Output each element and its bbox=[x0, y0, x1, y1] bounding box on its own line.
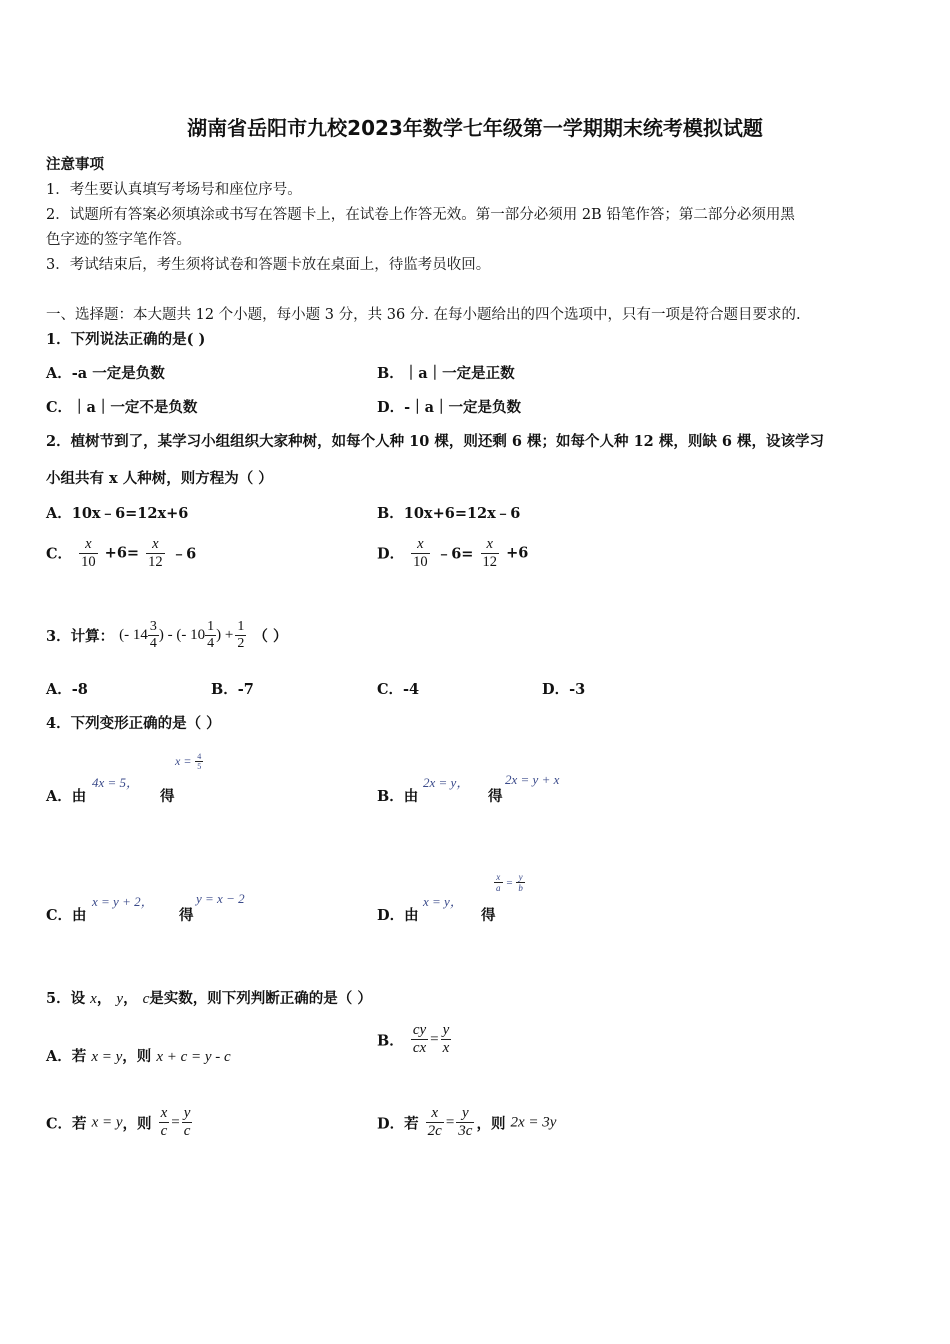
notice-item-2-cont: 色字迹的签字笔作答。 bbox=[46, 232, 191, 248]
page-title: 湖南省岳阳市九校2023年数学七年级第一学期期末统考模拟试题 bbox=[187, 116, 763, 140]
q3-frac-3 bbox=[235, 619, 246, 652]
q5-b-eq: = bbox=[430, 1031, 439, 1048]
q4-a-eq: 4x = 5， bbox=[92, 775, 140, 790]
frac-denominator: cx bbox=[412, 1040, 427, 1057]
q4-d-frac-2 bbox=[516, 872, 525, 894]
q2-c-mid: +6= bbox=[104, 544, 140, 562]
frac-numerator: x bbox=[146, 536, 165, 554]
q5-option-c bbox=[46, 1105, 194, 1141]
notice-item-3: 3．考试结束后，考生须将试卷和答题卡放在桌面上，待监考员收回。 bbox=[46, 257, 491, 273]
q4-a-label: A．由 bbox=[46, 788, 87, 805]
q2-stem-line1: 2．植树节到了，某学习小组组织大家种树，如每个人种 10 棵，则还剩 6 棵；如每个人种 12 棵，则缺 6 棵，设该学习 bbox=[46, 433, 825, 450]
q4-d-eq: x = y， bbox=[423, 894, 463, 909]
q4-b-result: 2x = y + x bbox=[505, 772, 560, 787]
q1-option-a: A．-a 一定是负数 bbox=[46, 365, 165, 382]
q2-c-frac-2 bbox=[146, 536, 165, 570]
q5-d-label: D．若 bbox=[377, 1115, 419, 1133]
q2-d-frac-1 bbox=[411, 536, 430, 570]
q4-b-label: B．由 bbox=[377, 788, 419, 805]
q3-label: 3．计算： bbox=[46, 628, 115, 646]
q3-option-c: C．-4 bbox=[377, 681, 420, 698]
q3-expr-a: (- 14 bbox=[119, 627, 148, 644]
q1-option-d: D．-｜a｜一定是负数 bbox=[377, 399, 521, 416]
frac-numerator: x bbox=[494, 872, 503, 883]
q4-a-result bbox=[175, 752, 203, 771]
q5-b-frac-1 bbox=[411, 1022, 428, 1058]
notice-item-2: 2．试题所有答案必须填涂或书写在答题卡上，在试卷上作答无效。第一部分必须用 2B 铅笔作答；第二部分必须用黑 bbox=[46, 207, 795, 223]
q3-option-a: A．-8 bbox=[46, 681, 88, 698]
q2-d-mid: ﹣6= bbox=[436, 545, 474, 563]
q2-c-label: C． bbox=[46, 545, 73, 563]
frac-denominator: 10 bbox=[81, 553, 96, 570]
q4-c-label: C．由 bbox=[46, 907, 87, 924]
q4-c-get: 得 bbox=[179, 907, 194, 924]
q4-c-result: y = x − 2 bbox=[196, 891, 245, 906]
q2-d-label: D． bbox=[377, 545, 405, 563]
notice-heading: 注意事项 bbox=[46, 156, 104, 173]
q5-stem bbox=[46, 987, 372, 1008]
q4-c-eq: x = y + 2， bbox=[92, 894, 154, 909]
frac-denominator: a bbox=[496, 883, 501, 894]
q3-paren: （ ） bbox=[253, 628, 288, 646]
q5-option-b bbox=[377, 1022, 453, 1058]
q2-d-frac-2 bbox=[481, 536, 500, 570]
q5-c-eq: = bbox=[171, 1114, 180, 1131]
frac-denominator: 2c bbox=[427, 1123, 442, 1140]
q3-option-d: D．-3 bbox=[542, 681, 586, 698]
frac-numerator: y bbox=[182, 1105, 193, 1123]
q3-expr-b: ) - (- 10 bbox=[158, 627, 206, 644]
q5-then: ，则 bbox=[122, 1115, 152, 1133]
q2-option-c bbox=[46, 536, 196, 570]
q5-c-frac-2 bbox=[182, 1105, 193, 1141]
frac-numerator: x bbox=[159, 1105, 170, 1123]
frac-denominator: 5 bbox=[197, 762, 202, 772]
q5-c-label: C．若 bbox=[46, 1115, 87, 1133]
q5-sep: ， bbox=[123, 990, 138, 1007]
frac-denominator: 12 bbox=[482, 553, 498, 570]
q5-then: ，则 bbox=[122, 1048, 152, 1065]
frac-denominator: x bbox=[442, 1040, 450, 1057]
q3-stem bbox=[46, 619, 287, 652]
q2-c-frac-1 bbox=[79, 536, 98, 570]
q5-var-y: y bbox=[116, 991, 124, 1007]
q5-b-frac-2 bbox=[441, 1022, 452, 1058]
frac-numerator: 1 bbox=[205, 619, 216, 636]
frac-denominator: c bbox=[183, 1123, 191, 1140]
q5-then: ，则 bbox=[476, 1115, 506, 1133]
q2-d-end: +6 bbox=[506, 544, 529, 562]
q5-d-frac-2 bbox=[456, 1105, 474, 1141]
q4-d-result bbox=[494, 872, 525, 894]
q4-a-frac bbox=[195, 752, 203, 771]
frac-denominator: 10 bbox=[413, 553, 428, 570]
q3-option-b: B．-7 bbox=[211, 681, 254, 698]
frac-numerator: x bbox=[426, 1105, 444, 1123]
q4-b-eq: 2x = y， bbox=[423, 775, 470, 790]
frac-numerator: y bbox=[456, 1105, 474, 1123]
frac-numerator: cy bbox=[411, 1022, 428, 1040]
q5-sep: ， bbox=[96, 990, 112, 1007]
q5-c-cond: x = y bbox=[91, 1114, 123, 1131]
q5-a-result: x + c = y - c bbox=[156, 1049, 231, 1065]
q5-rest: 是实数，则下列判断正确的是（ ） bbox=[149, 990, 372, 1007]
q5-d-frac-1 bbox=[426, 1105, 444, 1141]
q4-a-res-x: x = bbox=[175, 754, 192, 769]
q5-var-c: c bbox=[142, 991, 150, 1007]
frac-denominator: c bbox=[160, 1123, 168, 1140]
q4-d-label: D．由 bbox=[377, 907, 419, 924]
q3-frac-2 bbox=[205, 619, 216, 652]
q5-option-a bbox=[46, 1045, 231, 1066]
q5-a-cond: x = y bbox=[91, 1049, 123, 1065]
frac-denominator: 4 bbox=[149, 636, 157, 652]
q3-expr-c: ) + bbox=[216, 627, 234, 644]
q4-a-get: 得 bbox=[160, 788, 175, 805]
frac-denominator: 4 bbox=[207, 636, 215, 652]
q2-option-d bbox=[377, 536, 528, 570]
frac-numerator: x bbox=[411, 536, 430, 554]
frac-numerator: 4 bbox=[197, 752, 202, 761]
q1-option-b: B．｜a｜一定是正数 bbox=[377, 365, 515, 382]
q5-d-result: 2x = 3y bbox=[510, 1114, 557, 1131]
frac-denominator: b bbox=[518, 883, 523, 894]
q2-option-a: A．10x﹣6=12x+6 bbox=[46, 505, 189, 522]
q4-d-get: 得 bbox=[481, 907, 496, 924]
q4-stem: 4．下列变形正确的是（ ） bbox=[46, 715, 221, 732]
q2-stem-line2: 小组共有 x 人种树，则方程为（ ） bbox=[46, 470, 273, 487]
q5-a-label: A．若 bbox=[46, 1048, 87, 1065]
frac-denominator: 12 bbox=[148, 553, 163, 570]
q2-option-b: B．10x+6=12x﹣6 bbox=[377, 505, 521, 522]
section-heading: 一、选择题：本大题共 12 个小题，每小题 3 分，共 36 分. 在每小题给出的四个选项中，只有一项是符合题目要求的. bbox=[46, 307, 801, 323]
frac-numerator: y bbox=[441, 1022, 452, 1040]
notice-item-1: 1．考生要认真填写考场号和座位序号。 bbox=[46, 182, 302, 198]
q5-label: 5．设 bbox=[46, 990, 86, 1007]
frac-denominator: 2 bbox=[237, 636, 245, 652]
q4-d-frac-1 bbox=[494, 872, 503, 894]
q5-c-frac-1 bbox=[159, 1105, 170, 1141]
q4-d-eq-sign: = bbox=[506, 876, 513, 889]
q5-option-d bbox=[377, 1105, 556, 1141]
q4-b-get: 得 bbox=[488, 788, 503, 805]
q5-b-label: B． bbox=[377, 1032, 404, 1050]
frac-numerator: 3 bbox=[148, 619, 159, 636]
frac-numerator: x bbox=[481, 536, 500, 554]
frac-numerator: 1 bbox=[235, 619, 246, 636]
q5-d-eq: = bbox=[445, 1114, 455, 1131]
q3-frac-1 bbox=[148, 619, 159, 652]
q1-option-c: C．｜a｜一定不是负数 bbox=[46, 399, 198, 416]
q5-var-x: x bbox=[90, 991, 97, 1007]
q1-stem: 1．下列说法正确的是( ) bbox=[46, 331, 206, 348]
frac-numerator: x bbox=[79, 536, 98, 554]
q2-c-end: ﹣6 bbox=[171, 545, 197, 563]
frac-numerator: y bbox=[516, 872, 525, 883]
frac-denominator: 3c bbox=[458, 1123, 473, 1140]
